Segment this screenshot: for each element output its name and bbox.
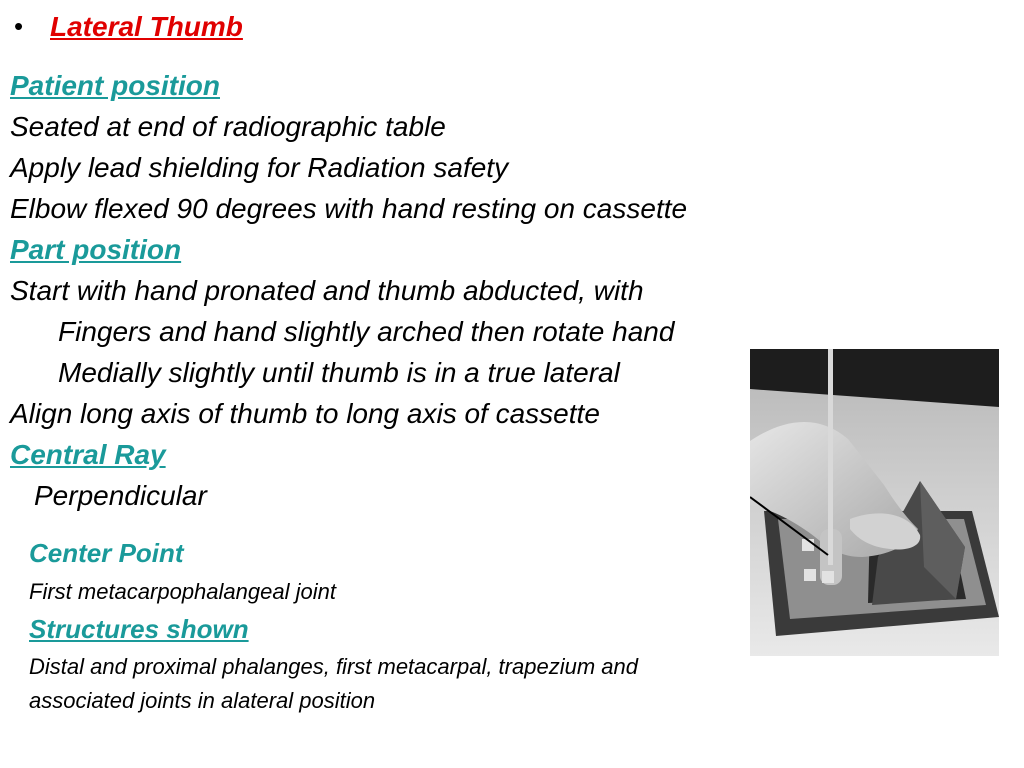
structures-shown-heading: Structures shown (29, 614, 249, 644)
central-ray-heading: Central Ray (10, 439, 166, 470)
part-position-line-4: Align long axis of thumb to long axis of cassette (10, 398, 600, 429)
patient-position-line-3: Elbow flexed 90 degrees with hand resting on cassette (10, 193, 688, 224)
part-position-line-2: Fingers and hand slightly arched then rotate hand (58, 316, 675, 347)
patient-position-heading: Patient position (10, 70, 220, 101)
central-ray-text: Perpendicular (34, 480, 207, 511)
lateral-thumb-positioning-photo (750, 349, 999, 656)
structures-shown-line-2: associated joints in alateral position (29, 688, 376, 713)
lead-marker-left (804, 569, 816, 581)
central-ray-rod (828, 349, 833, 565)
bullet-point: • (14, 11, 24, 41)
slide-title: Lateral Thumb (50, 11, 243, 42)
part-position-line-1: Start with hand pronated and thumb abducted, with (10, 275, 644, 306)
center-point-heading: Center Point (29, 538, 184, 568)
patient-position-line-1: Seated at end of radiographic table (10, 111, 446, 142)
structures-shown-line-1: Distal and proximal phalanges, first metacarpal, trapezium and (29, 654, 638, 679)
center-point-text: First metacarpophalangeal joint (29, 579, 336, 604)
part-position-heading: Part position (10, 234, 182, 265)
part-position-line-3: Medially slightly until thumb is in a true lateral (58, 357, 620, 388)
patient-position-line-2: Apply lead shielding for Radiation safety (10, 152, 509, 183)
lead-marker-right (822, 571, 834, 583)
